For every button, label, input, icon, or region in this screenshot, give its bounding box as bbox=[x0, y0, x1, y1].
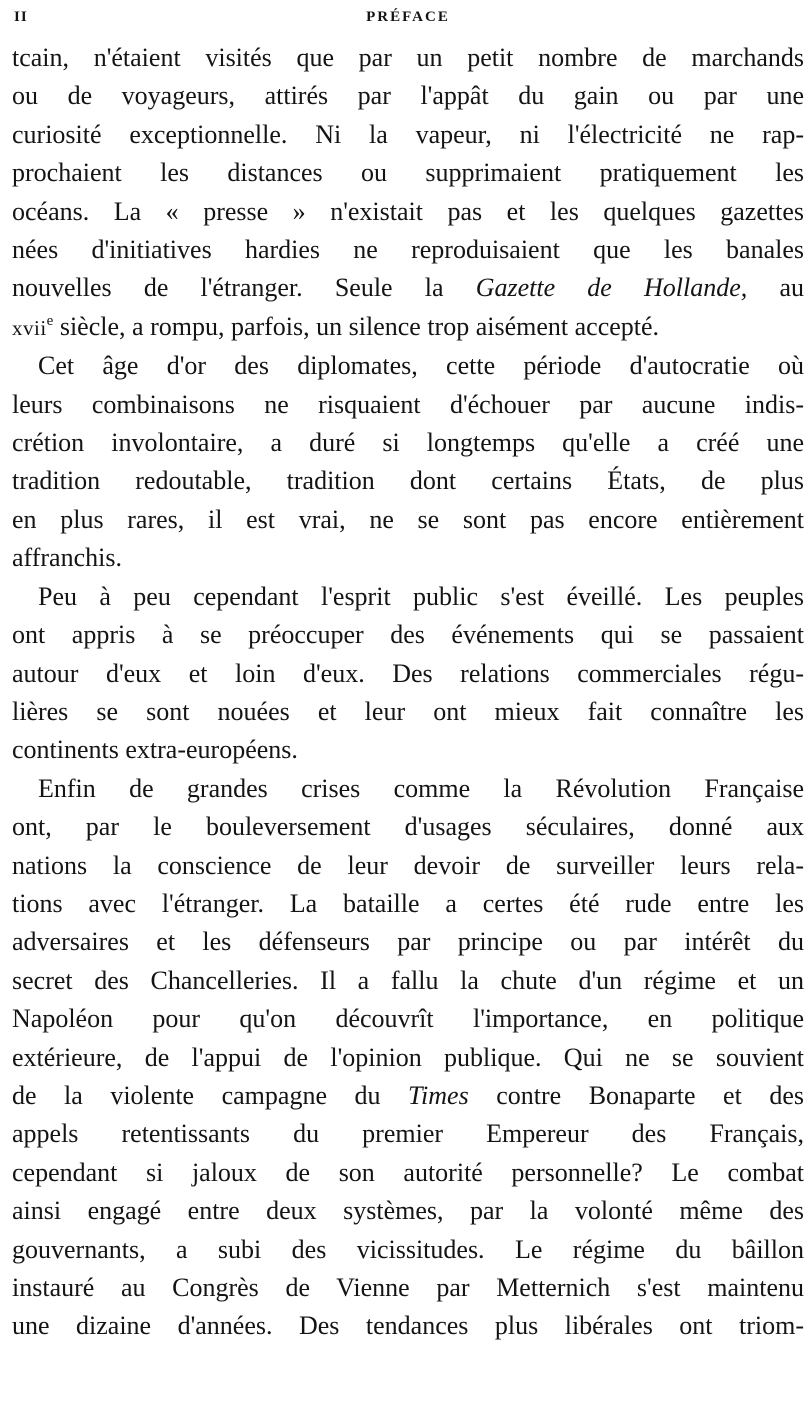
text-line: cependant si jaloux de son autorité personnelle? Le combat bbox=[12, 1157, 804, 1187]
text-line: instauré au Congrès de Vienne par Metternich s'est maintenu bbox=[12, 1273, 804, 1302]
text-line: nées d'initiatives hardies ne reproduisaient que les banales bbox=[12, 235, 804, 265]
text-line: leurs combinaisons ne risquaient d'échouer par aucune indis- bbox=[12, 389, 804, 419]
text-run: au bbox=[747, 273, 804, 303]
text-line: ont, par le bouleversement d'usages séculaires, donné aux bbox=[12, 812, 804, 842]
text-line: crétion involontaire, a duré si longtemps qu'elle a créé une bbox=[12, 428, 804, 458]
superscript: e bbox=[46, 312, 54, 329]
paragraph-4 bbox=[12, 770, 804, 1346]
text-line: extérieure, de l'appui de l'opinion publique. Qui ne se souvient bbox=[12, 1042, 804, 1072]
text-line: tcain, n'étaient visités que par un petit nombre de marchands bbox=[12, 43, 804, 72]
text-line: Peu à peu cependant l'esprit public s'est éveillé. Les peuples bbox=[38, 581, 804, 611]
text-run: siècle, a rompu, parfois, un silence trop aisément accepté. bbox=[53, 311, 660, 341]
text-line: nations la conscience de leur devoir de surveiller leurs rela- bbox=[12, 850, 804, 880]
text-line: ou de voyageurs, attirés par l'appât du gain ou par une bbox=[12, 81, 804, 111]
text-line: affranchis. bbox=[12, 543, 122, 573]
text-line: adversaires et les défenseurs par principe ou par intérêt du bbox=[12, 927, 804, 957]
text-run: nouvelles de l'étranger. Seule la bbox=[12, 273, 476, 303]
text-line bbox=[12, 269, 804, 307]
text-run: de la violente campagne du bbox=[12, 1080, 409, 1110]
text-line: en plus rares, il est vrai, ne se sont pas encore entièrement bbox=[12, 504, 804, 534]
text-line bbox=[12, 308, 804, 347]
text-line: Napoléon pour qu'on découvrît l'importance, en politique bbox=[12, 1004, 804, 1034]
text-line bbox=[12, 1077, 804, 1115]
text-line: Enfin de grandes crises comme la Révolution Française bbox=[38, 773, 804, 803]
text-line: une dizaine d'années. Des tendances plus libérales ont triom- bbox=[12, 1311, 804, 1341]
century-numeral: xvii bbox=[12, 315, 47, 340]
text-line: tions avec l'étranger. La bataille a certes été rude entre les bbox=[12, 888, 804, 918]
text-line: ainsi engagé entre deux systèmes, par la volonté même des bbox=[12, 1196, 804, 1226]
text-line: autour d'eux et loin d'eux. Des relations commerciales régu- bbox=[12, 658, 804, 688]
text-run: contre Bonaparte et des bbox=[468, 1080, 804, 1110]
text-line: lières se sont nouées et leur ont mieux fait connaître les bbox=[12, 696, 804, 726]
text-line: appels retentissants du premier Empereur des Français, bbox=[12, 1119, 804, 1149]
text-line: curiosité exceptionnelle. Ni la vapeur, ni l'électricité ne rap- bbox=[12, 119, 804, 149]
running-title: PRÉFACE bbox=[366, 9, 450, 25]
text-line: Cet âge d'or des diplomates, cette période d'autocratie où bbox=[38, 351, 804, 381]
text-line: ont appris à se préoccuper des événements qui se passaient bbox=[12, 620, 804, 650]
page-number: II bbox=[14, 9, 28, 25]
text-line: océans. La « presse » n'existait pas et les quelques gazettes bbox=[12, 196, 804, 226]
body-text bbox=[12, 39, 804, 1346]
text-line: continents extra-européens. bbox=[12, 735, 298, 765]
text-line: gouvernants, a subi des vicissitudes. Le régime du bâillon bbox=[12, 1234, 804, 1264]
paragraph-3 bbox=[12, 578, 804, 770]
paragraph-1 bbox=[12, 39, 804, 347]
italic-title-gazette: Gazette de Hollande, bbox=[475, 273, 748, 303]
running-head bbox=[12, 0, 804, 36]
text-line: tradition redoutable, tradition dont certains États, de plus bbox=[12, 466, 804, 496]
italic-title-times: Times bbox=[408, 1080, 469, 1110]
paragraph-2 bbox=[12, 347, 804, 577]
text-line: prochaient les distances ou supprimaient pratiquement les bbox=[12, 158, 804, 188]
text-line: secret des Chancelleries. Il a fallu la chute d'un régime et un bbox=[12, 965, 804, 995]
